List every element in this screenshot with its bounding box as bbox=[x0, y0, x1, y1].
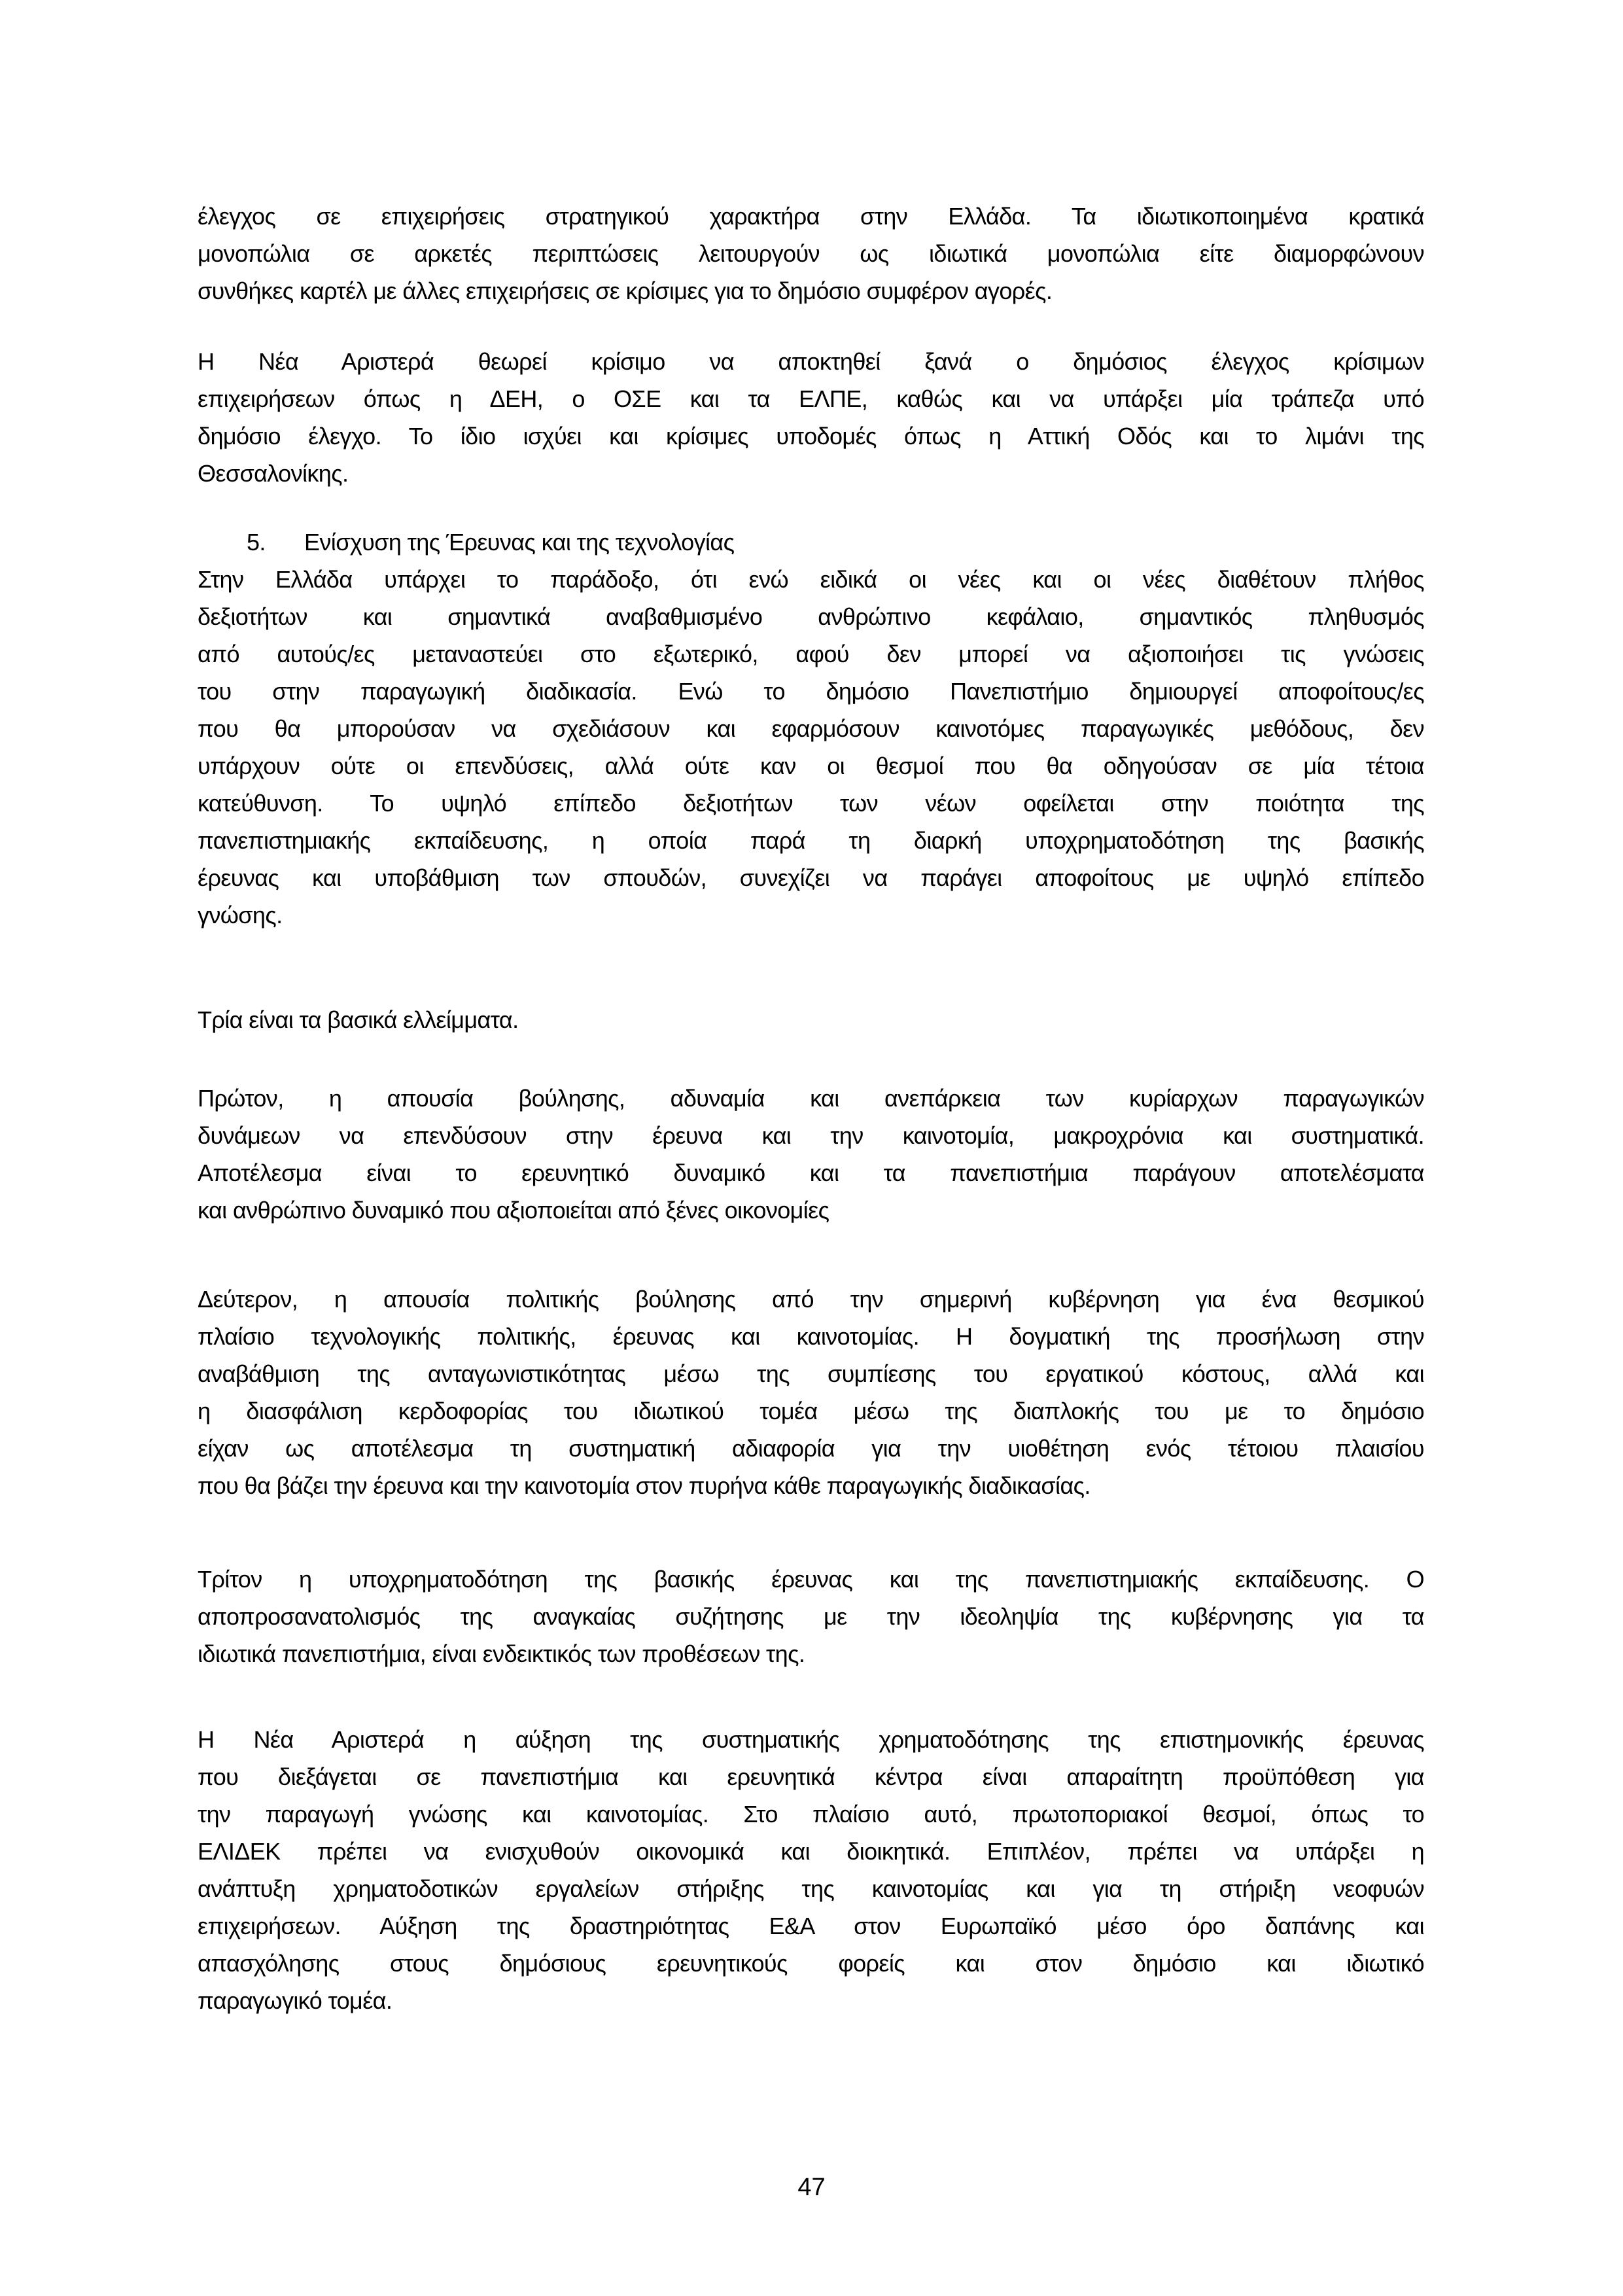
paragraph-first-deficit bbox=[198, 1080, 1424, 1229]
text-line: γνώσης. bbox=[198, 902, 283, 928]
text-line: Η Νέα Αριστερά θεωρεί κρίσιμο να αποκτηθεί ξανά ο δημόσιος έλεγχος κρίσιμων bbox=[198, 348, 1424, 375]
text-line: υπάρχουν ούτε οι επενδύσεις, αλλά ούτε καν οι θεσμοί που θα οδηγούσαν σε μία τέτοια bbox=[198, 752, 1424, 779]
text-line: απασχόλησης στους δημόσιους ερευνητικούς φορείς και στον δημόσιο και ιδιωτικό bbox=[198, 1950, 1424, 1977]
section-heading bbox=[198, 523, 1424, 561]
text-line: δυνάμεων να επενδύσουν στην έρευνα και την καινοτομία, μακροχρόνια και συστηματικά. bbox=[198, 1122, 1424, 1149]
text-line: αναβάθμιση της ανταγωνιστικότητας μέσω της συμπίεσης του εργατικού κόστους, αλλά και bbox=[198, 1360, 1424, 1387]
paragraph-second-deficit bbox=[198, 1280, 1424, 1504]
paragraph-public-control bbox=[198, 343, 1424, 492]
text-line: την παραγωγή γνώσης και καινοτομίας. Στο πλαίσιο αυτό, πρωτοποριακοί θεσμοί, όπως το bbox=[198, 1801, 1424, 1828]
text-line: συνθήκες καρτέλ με άλλες επιχειρήσεις σε κρίσιμες για το δημόσιο συμφέρον αγορές. bbox=[198, 277, 1053, 304]
text-line: και ανθρώπινο δυναμικό που αξιοποιείται από ξένες οικονομίες bbox=[198, 1197, 829, 1224]
text-line: επιχειρήσεων. Αύξηση της δραστηριότητας Ε&Α στον Ευρωπαϊκό μέσο όρο δαπάνης και bbox=[198, 1913, 1424, 1939]
paragraph-research-paradox bbox=[198, 561, 1424, 934]
text-line: είχαν ως αποτέλεσμα τη συστηματική αδιαφορία για την υιοθέτηση ενός τέτοιου πλαισίου bbox=[198, 1435, 1424, 1462]
section-title: Ενίσχυση της Έρευνας και της τεχνολογίας bbox=[304, 529, 735, 556]
section-number: 5. bbox=[247, 529, 266, 556]
text-line: από αυτούς/ες μεταναστεύει στο εξωτερικό, αφού δεν μπορεί να αξιοποιήσει τις γνώσεις bbox=[198, 641, 1424, 667]
text-line: που θα μπορούσαν να σχεδιάσουν και εφαρμόσουν καινοτόμες παραγωγικές μεθόδους, δεν bbox=[198, 715, 1424, 742]
text-line: Πρώτον, η απουσία βούλησης, αδυναμία και ανεπάρκεια των κυρίαρχων παραγωγικών bbox=[198, 1085, 1424, 1112]
text-line: Θεσσαλονίκης. bbox=[198, 460, 349, 487]
text-line: έρευνας και υποβάθμιση των σπουδών, συνεχίζει να παράγει αποφοίτους με υψηλό επίπεδο bbox=[198, 864, 1424, 891]
page-number: 47 bbox=[797, 2174, 826, 2201]
text-line: επιχειρήσεων όπως η ΔΕΗ, ο ΟΣΕ και τα ΕΛΠΕ, καθώς και να υπάρξει μία τράπεζα υπό bbox=[198, 385, 1424, 412]
text-line: Στην Ελλάδα υπάρχει το παράδοξο, ότι ενώ ειδικά οι νέες και οι νέες διαθέτουν πλήθος bbox=[198, 566, 1424, 593]
text-line: πανεπιστημιακής εκπαίδευσης, η οποία παρά τη διαρκή υποχρηματοδότηση της βασικής bbox=[198, 827, 1424, 854]
text-line: Τρία είναι τα βασικά ελλείμματα. bbox=[198, 1006, 519, 1033]
text-line: πλαίσιο τεχνολογικής πολιτικής, έρευνας και καινοτομίας. Η δογματική της προσήλωση στην bbox=[198, 1323, 1424, 1350]
text-line: μονοπώλια σε αρκετές περιπτώσεις λειτουργούν ως ιδιωτικά μονοπώλια είτε διαμορφώνουν bbox=[198, 240, 1424, 267]
paragraph-third-deficit bbox=[198, 1561, 1424, 1672]
paragraph-three-deficits bbox=[198, 1001, 1424, 1038]
text-line: αποπροσανατολισμός της αναγκαίας συζήτησης με την ιδεοληψία της κυβέρνησης για τα bbox=[198, 1603, 1424, 1630]
text-line: Η Νέα Αριστερά η αύξηση της συστηματικής χρηματοδότησης της επιστημονικής έρευνας bbox=[198, 1726, 1424, 1753]
text-line: που διεξάγεται σε πανεπιστήμια και ερευνητικά κέντρα είναι απαραίτητη προϋπόθεση για bbox=[198, 1763, 1424, 1790]
text-line: Τρίτον η υποχρηματοδότηση της βασικής έρευνας και της πανεπιστημιακής εκπαίδευσης. Ο bbox=[198, 1566, 1424, 1593]
text-line: δημόσιο έλεγχο. Το ίδιο ισχύει και κρίσιμες υποδομές όπως η Αττική Οδός και το λιμάνι της bbox=[198, 423, 1424, 450]
text-line: η διασφάλιση κερδοφορίας του ιδιωτικού τομέα μέσω της διαπλοκής του με το δημόσιο bbox=[198, 1398, 1424, 1424]
text-line: έλεγχος σε επιχειρήσεις στρατηγικού χαρακτήρα στην Ελλάδα. Τα ιδιωτικοποιημένα κρατικά bbox=[198, 203, 1424, 230]
text-line: παραγωγικό τομέα. bbox=[198, 1987, 393, 2014]
text-line: που θα βάζει την έρευνα και την καινοτομία στον πυρήνα κάθε παραγωγικής διαδικασίας. bbox=[198, 1472, 1091, 1499]
paragraph-strategic-control bbox=[198, 198, 1424, 309]
text-line: του στην παραγωγική διαδικασία. Ενώ το δημόσιο Πανεπιστήμιο δημιουργεί αποφοίτους/ες bbox=[198, 678, 1424, 705]
text-line: ιδιωτικά πανεπιστήμια, είναι ενδεικτικός των προθέσεων της. bbox=[198, 1640, 805, 1667]
text-line: ΕΛΙΔΕΚ πρέπει να ενισχυθούν οικονομικά και διοικητικά. Επιπλέον, πρέπει να υπάρξει η bbox=[198, 1838, 1424, 1865]
paragraph-proposals bbox=[198, 1721, 1424, 2019]
text-line: κατεύθυνση. Το υψηλό επίπεδο δεξιοτήτων των νέων οφείλεται στην ποιότητα της bbox=[198, 790, 1424, 817]
text-line: ανάπτυξη χρηματοδοτικών εργαλείων στήριξης της καινοτομίας και για τη στήριξη νεοφυών bbox=[198, 1875, 1424, 1902]
text-line: Αποτέλεσμα είναι το ερευνητικό δυναμικό και τα πανεπιστήμια παράγουν αποτελέσματα bbox=[198, 1159, 1424, 1186]
text-line: Δεύτερον, η απουσία πολιτικής βούλησης από την σημερινή κυβέρνηση για ένα θεσμικού bbox=[198, 1286, 1424, 1313]
text-line: δεξιοτήτων και σημαντικά αναβαθμισμένο ανθρώπινο κεφάλαιο, σημαντικός πληθυσμός bbox=[198, 603, 1424, 630]
